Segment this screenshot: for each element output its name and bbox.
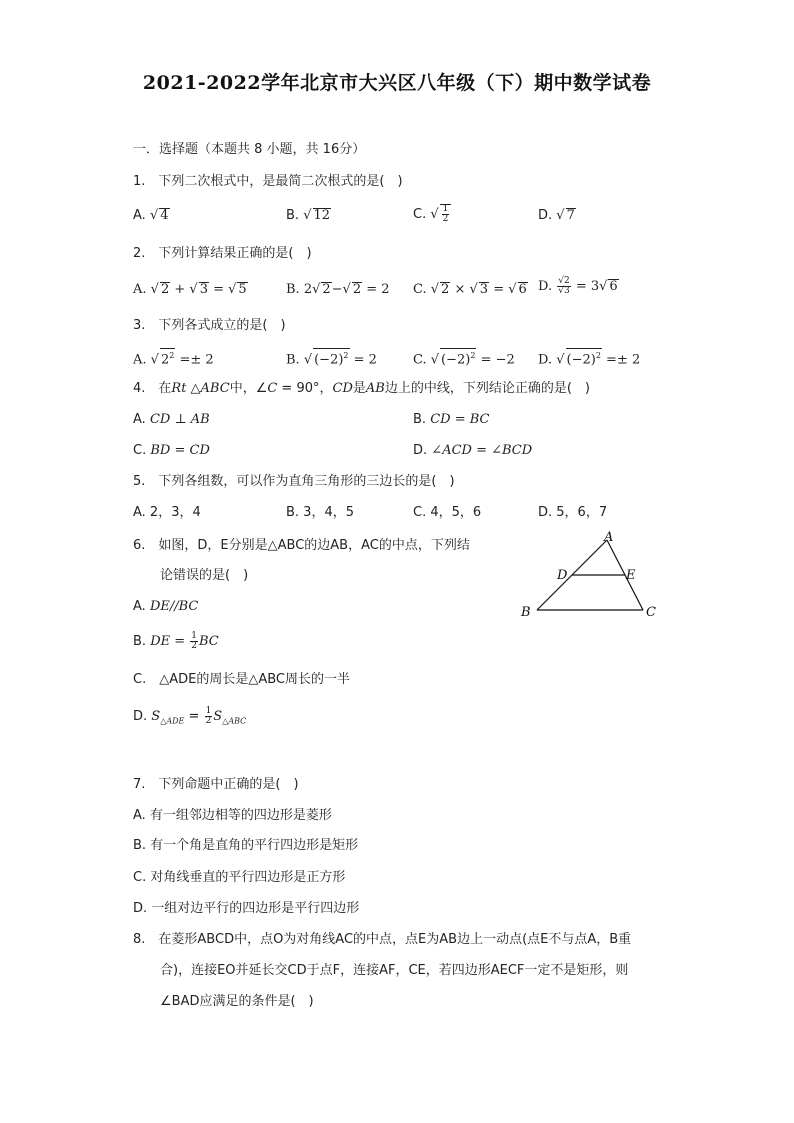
q7-option-b: B. 有一个角是直角的平行四边形是矩形	[133, 838, 359, 853]
q1-stem: 1. 下列二次根式中，是最简二次根式的是( )	[133, 174, 403, 189]
q6-option-b: B. DE = $\frac{1}{2}$ BC	[133, 631, 219, 651]
q7-option-c: C. 对角线垂直的平行四边形是正方形	[133, 870, 346, 885]
q6-stem-line1: 6. 如图，D，E分别是△ABC的边AB，AC的中点，下列结	[133, 538, 470, 553]
q2-option-a: A. √ 2 + √ 3 = √ 5	[133, 282, 247, 297]
section-heading: 一．选择题（本题共 8 小题，共 16分）	[133, 142, 366, 157]
q1-option-a: A. √ 4	[133, 208, 169, 223]
label-b: B	[521, 605, 531, 620]
q5-stem: 5. 下列各组数，可以作为直角三角形的三边长的是( )	[133, 474, 455, 489]
q1-option-d: D. √ 7	[538, 208, 575, 223]
q6-option-a: A. DE//BC	[133, 599, 199, 614]
q6-stem-line2: 论错误的是( )	[160, 568, 249, 583]
q8-stem-line1: 8. 在菱形ABCD中，点O为对角线AC的中点，点E为AB边上一动点(点E不与点A，B重	[133, 932, 632, 947]
q4-option-a: A. CD ⊥ AB	[133, 412, 210, 427]
q4-option-d: D. ∠ACD = ∠BCD	[413, 443, 533, 458]
q1-option-c: C. √ $\frac{1}{2}$	[413, 204, 451, 224]
label-e: E	[626, 568, 636, 583]
q4-option-b: B. CD = BC	[413, 412, 490, 427]
page-title: 2021-2022学年北京市大兴区八年级（下）期中数学试卷	[142, 72, 652, 94]
q3-option-c: C. √ $(-2)^2 = -2$	[413, 348, 515, 369]
q7-option-d: D. 一组对边平行的四边形是平行四边形	[133, 901, 360, 916]
q3-option-b: B. √ $(-2)^2 = 2$	[286, 348, 377, 369]
label-a: A	[604, 530, 614, 545]
q2-option-b: B. 2√ 2−√ 2 = 2	[286, 282, 390, 297]
q2-option-c: C. √ 2 × √ 3 = √ 6	[413, 282, 527, 297]
q1-option-b: B. √ 12	[286, 208, 331, 223]
q4-stem: 4. 在Rt △ABC中，∠C = 90°，CD是AB边上的中线，下列结论正确的是( )	[133, 381, 590, 396]
q8-stem-line2: 合)，连接EO并延长交CD于点F，连接AF，CE，若四边形AECF一定不是矩形，则	[160, 963, 629, 978]
q2-option-d: D. $\frac{√2}{√3}$ = 3√ 6	[538, 276, 618, 296]
label-c: C	[646, 605, 656, 620]
q7-stem: 7. 下列命题中正确的是( )	[133, 777, 299, 792]
q5-option-b: B. 3，4，5	[286, 505, 354, 520]
triangle-figure	[515, 528, 665, 623]
q7-option-a: A. 有一组邻边相等的四边形是菱形	[133, 808, 332, 823]
q6-option-d: D. $S_{\triangle ADE}$ = $\frac{1}{2}$ $S_{\triangle ABC}$	[133, 706, 247, 726]
q2-stem: 2. 下列计算结果正确的是( )	[133, 246, 312, 261]
label-d: D	[557, 568, 568, 583]
q5-option-c: C. 4，5，6	[413, 505, 482, 520]
q5-option-a: A. 2，3，4	[133, 505, 201, 520]
q8-stem-line3: ∠BAD应满足的条件是( )	[160, 994, 314, 1009]
q3-option-a: A. √ $2^2 =\pm 2$	[133, 348, 214, 369]
q6-option-c: C. △ADE的周长是△ABC周长的一半	[133, 672, 350, 687]
q3-option-d: D. √ $(-2)^2 =\pm 2$	[538, 348, 640, 369]
q4-option-c: C. BD = CD	[133, 443, 210, 458]
q5-option-d: D. 5，6，7	[538, 505, 608, 520]
q3-stem: 3. 下列各式成立的是( )	[133, 318, 286, 333]
